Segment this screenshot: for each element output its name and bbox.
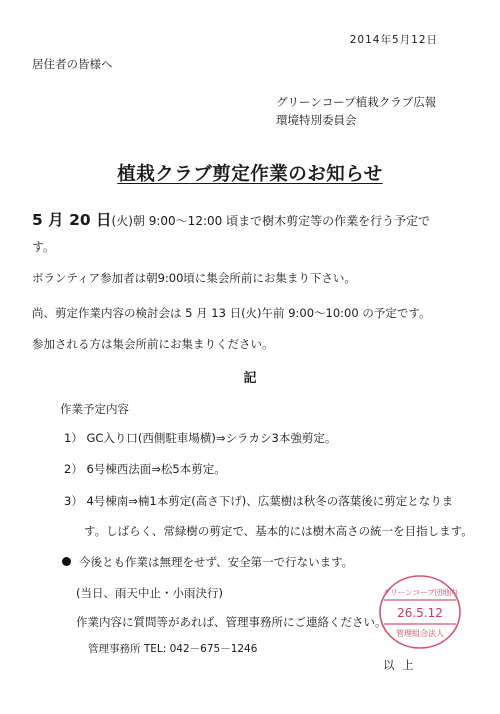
sender-organization: グリーンコープ植栽クラブ広報 <box>276 95 437 109</box>
office-phone: 管理事務所 TEL: 042－675－1246 <box>88 643 258 655</box>
work-item: 1） GC入り口(西側駐車場横)⇒シラカシ3本強剪定。 <box>64 431 337 445</box>
gathering-paragraph: 参加される方は集会所前にお集まりください。 <box>32 337 274 351</box>
notice-date: 2014年5月12日 <box>349 34 438 46</box>
work-item: 3） 4号棟南⇒楠1本剪定(高さ下げ)、広葉樹は秋冬の落葉後に剪定となりま <box>64 494 454 508</box>
schedule-paragraph-cont: す。 <box>32 240 56 254</box>
closing-mark: 以 上 <box>383 658 416 672</box>
addressee: 居住者の皆様へ <box>32 57 113 71</box>
work-item-cont: す。しばらく、常緑樹の剪定で、基本的には樹木高さの統一を目指します。 <box>84 524 473 538</box>
work-item: 2） 6号棟西法面⇒松5本剪定。 <box>64 462 226 476</box>
contact-note: 作業内容に質問等があれば、管理事務所にご連絡ください。 <box>76 615 387 629</box>
meeting-paragraph: 尚、剪定作業内容の検討会は 5 月 13 日(火)午前 9:00～10:00 の予定です。 <box>32 306 431 320</box>
stamp-office: 管理組合法人 <box>396 629 444 638</box>
work-date: 5 月 20 日 <box>32 211 112 229</box>
stamp-date: 26.5.12 <box>397 606 443 620</box>
safety-text: 今後とも作業は無理をせず、安全第一で行ないます。 <box>79 555 354 569</box>
volunteer-paragraph: ボランティア参加者は朝9:00頃に集会所前にお集まり下さい。 <box>32 271 356 285</box>
ki-heading: 記 <box>243 371 257 386</box>
sender-committee: 環境特別委員会 <box>276 113 357 127</box>
work-weekday: (火) <box>111 214 133 228</box>
date-stamp <box>378 574 462 650</box>
work-items-heading: 作業予定内容 <box>60 402 129 416</box>
bullet-icon <box>62 557 71 566</box>
schedule-paragraph <box>32 208 430 230</box>
stamp-org: グリーンコープ団地内 <box>382 588 458 597</box>
rain-note: (当日、雨天中止・小雨決行) <box>76 586 223 600</box>
schedule-text: 朝 9:00～12:00 頃まで樹木剪定等の作業を行う予定で <box>132 214 431 228</box>
safety-note <box>62 554 353 570</box>
notice-title: 植栽クラブ剪定作業のお知らせ <box>117 164 383 185</box>
